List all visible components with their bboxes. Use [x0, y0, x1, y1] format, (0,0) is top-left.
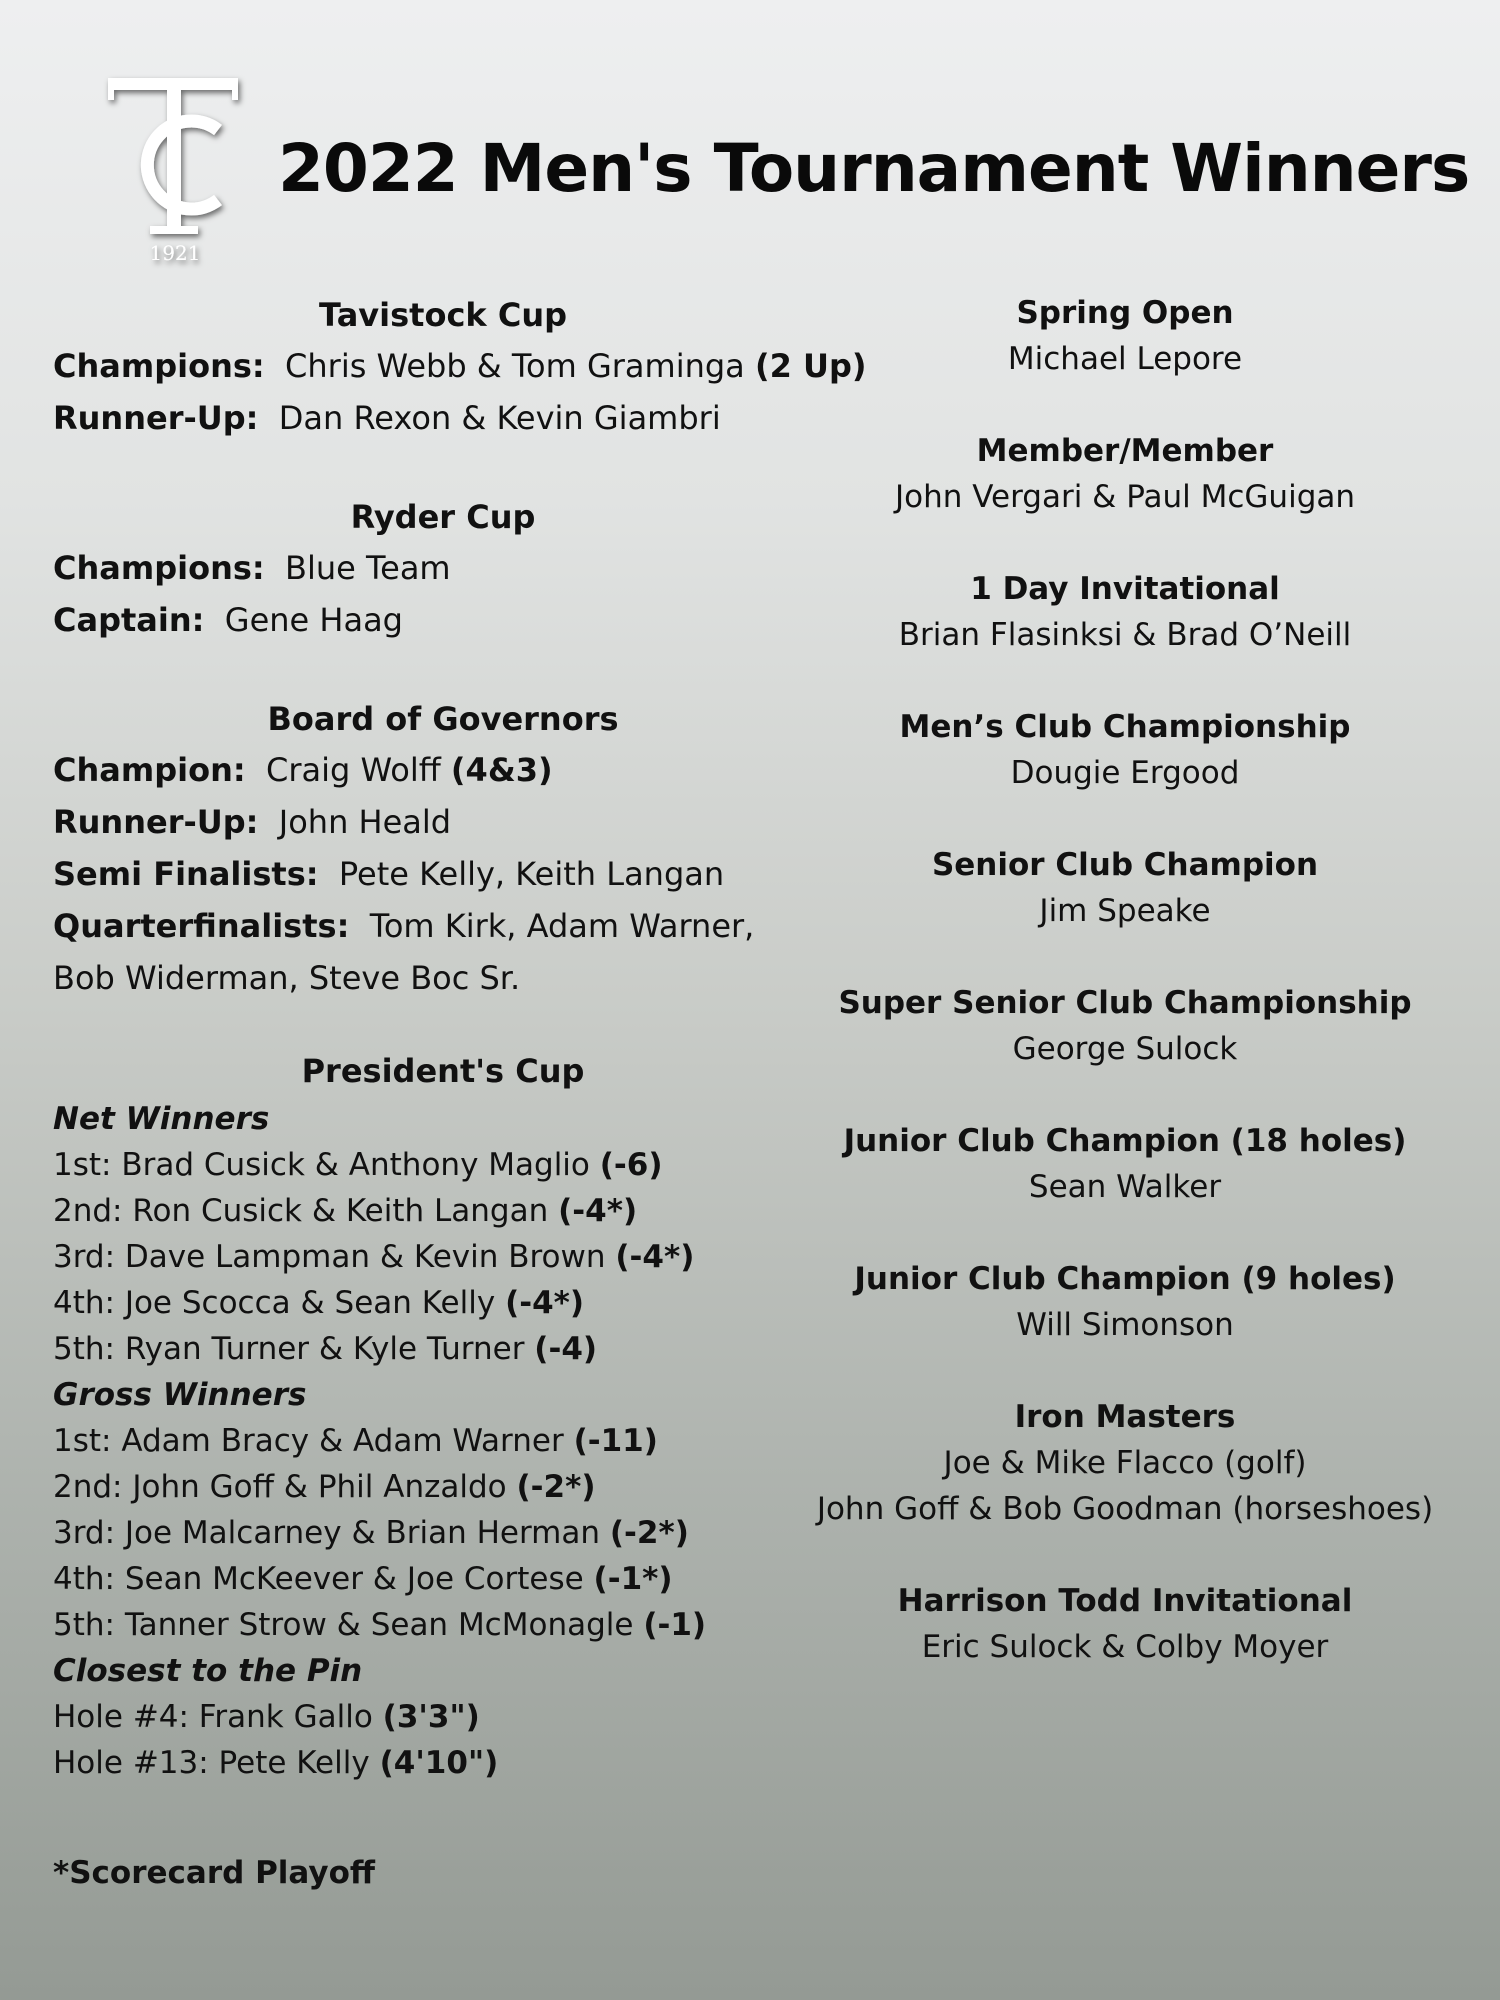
winner-line: George Sulock — [1012, 1031, 1238, 1067]
result-line: Quarterfinalists: Tom Kirk, Adam Warner, — [53, 907, 755, 945]
result-line: Bob Widerman, Steve Boc Sr. — [53, 959, 521, 997]
section-spring-open — [790, 290, 1460, 382]
result-line: Champions: Chris Webb & Tom Graminga (2 Up) — [53, 347, 867, 385]
winner-line: Sean Walker — [1028, 1169, 1222, 1205]
section-senior-club-champion — [790, 842, 1460, 934]
section-heading: Ryder Cup — [350, 498, 536, 536]
result-line: 3rd: Dave Lampman & Kevin Brown (-4*) — [53, 1239, 695, 1275]
subheading-net-winners: Net Winners — [53, 1101, 270, 1137]
section-tavistock-cup — [53, 290, 867, 444]
section-iron-masters — [790, 1394, 1460, 1532]
logo-year: 1921 — [149, 241, 201, 265]
section-super-senior-club-championship — [790, 980, 1460, 1072]
winner-line: Michael Lepore — [1007, 341, 1243, 377]
result-line: Champion: Craig Wolff (4&3) — [53, 751, 553, 789]
section-heading: Super Senior Club Championship — [838, 985, 1412, 1021]
section-heading: Member/Member — [976, 433, 1274, 469]
subheading-gross-winners: Gross Winners — [53, 1377, 307, 1413]
section-heading: Junior Club Champion (9 holes) — [854, 1261, 1396, 1297]
result-line: Semi Finalists: Pete Kelly, Keith Langan — [53, 855, 725, 893]
winner-line: Will Simonson — [1016, 1307, 1234, 1343]
section-harrison-todd-invitational — [790, 1578, 1460, 1670]
result-line: Hole #4: Frank Gallo (3'3") — [53, 1699, 480, 1735]
section-1-day-invitational — [790, 566, 1460, 658]
section-heading: Spring Open — [1016, 295, 1234, 331]
section-heading: Board of Governors — [267, 700, 619, 738]
winner-line: John Vergari & Paul McGuigan — [894, 479, 1356, 515]
winner-line: Eric Sulock & Colby Moyer — [921, 1629, 1329, 1665]
winner-line: Joe & Mike Flacco (golf) — [943, 1445, 1307, 1481]
section-heading: 1 Day Invitational — [970, 571, 1280, 607]
result-line: Hole #13: Pete Kelly (4'10") — [53, 1745, 499, 1781]
result-line: Champions: Blue Team — [53, 549, 451, 587]
result-line: 5th: Ryan Turner & Kyle Turner (-4) — [53, 1331, 598, 1367]
section-ryder-cup — [53, 492, 833, 646]
section-board-of-governors — [53, 694, 833, 1004]
page-title: 2022 Men's Tournament Winners — [278, 130, 1470, 207]
winner-line: John Goff & Bob Goodman (horseshoes) — [816, 1491, 1434, 1527]
result-line: Runner-Up: Dan Rexon & Kevin Giambri — [53, 399, 721, 437]
result-line: Captain: Gene Haag — [53, 601, 403, 639]
left-column — [53, 290, 867, 1834]
section-heading: Junior Club Champion (18 holes) — [843, 1123, 1407, 1159]
section-junior-club-champion-9 — [790, 1256, 1460, 1348]
result-line: 3rd: Joe Malcarney & Brian Herman (-2*) — [53, 1515, 689, 1551]
section-heading: Iron Masters — [1014, 1399, 1236, 1435]
section-member-member — [790, 428, 1460, 520]
result-line: 5th: Tanner Strow & Sean McMonagle (-1) — [53, 1607, 707, 1643]
section-heading: Men’s Club Championship — [899, 709, 1351, 745]
winner-line: Brian Flasinksi & Brad O’Neill — [898, 617, 1352, 653]
footnote: *Scorecard Playoff — [53, 1855, 376, 1891]
result-line: 4th: Joe Scocca & Sean Kelly (-4*) — [53, 1285, 585, 1321]
result-line: 2nd: John Goff & Phil Anzaldo (-2*) — [53, 1469, 596, 1505]
result-line: 2nd: Ron Cusick & Keith Langan (-4*) — [53, 1193, 638, 1229]
section-presidents-cup — [53, 1046, 833, 1786]
section-heading: President's Cup — [301, 1052, 585, 1090]
result-line: 1st: Brad Cusick & Anthony Maglio (-6) — [53, 1147, 663, 1183]
winner-line: Dougie Ergood — [1010, 755, 1240, 791]
result-line: 1st: Adam Bracy & Adam Warner (-11) — [53, 1423, 658, 1459]
subheading-closest-to-pin: Closest to the Pin — [53, 1653, 363, 1689]
section-junior-club-champion-18 — [790, 1118, 1460, 1210]
section-heading: Senior Club Champion — [931, 847, 1319, 883]
result-line: 4th: Sean McKeever & Joe Cortese (-1*) — [53, 1561, 673, 1597]
section-heading: Harrison Todd Invitational — [897, 1583, 1353, 1619]
right-column — [790, 290, 1460, 1716]
section-mens-club-championship — [790, 704, 1460, 796]
winner-line: Jim Speake — [1039, 893, 1211, 929]
result-line: Runner-Up: John Heald — [53, 803, 452, 841]
club-logo — [100, 70, 250, 270]
section-heading: Tavistock Cup — [318, 296, 567, 334]
